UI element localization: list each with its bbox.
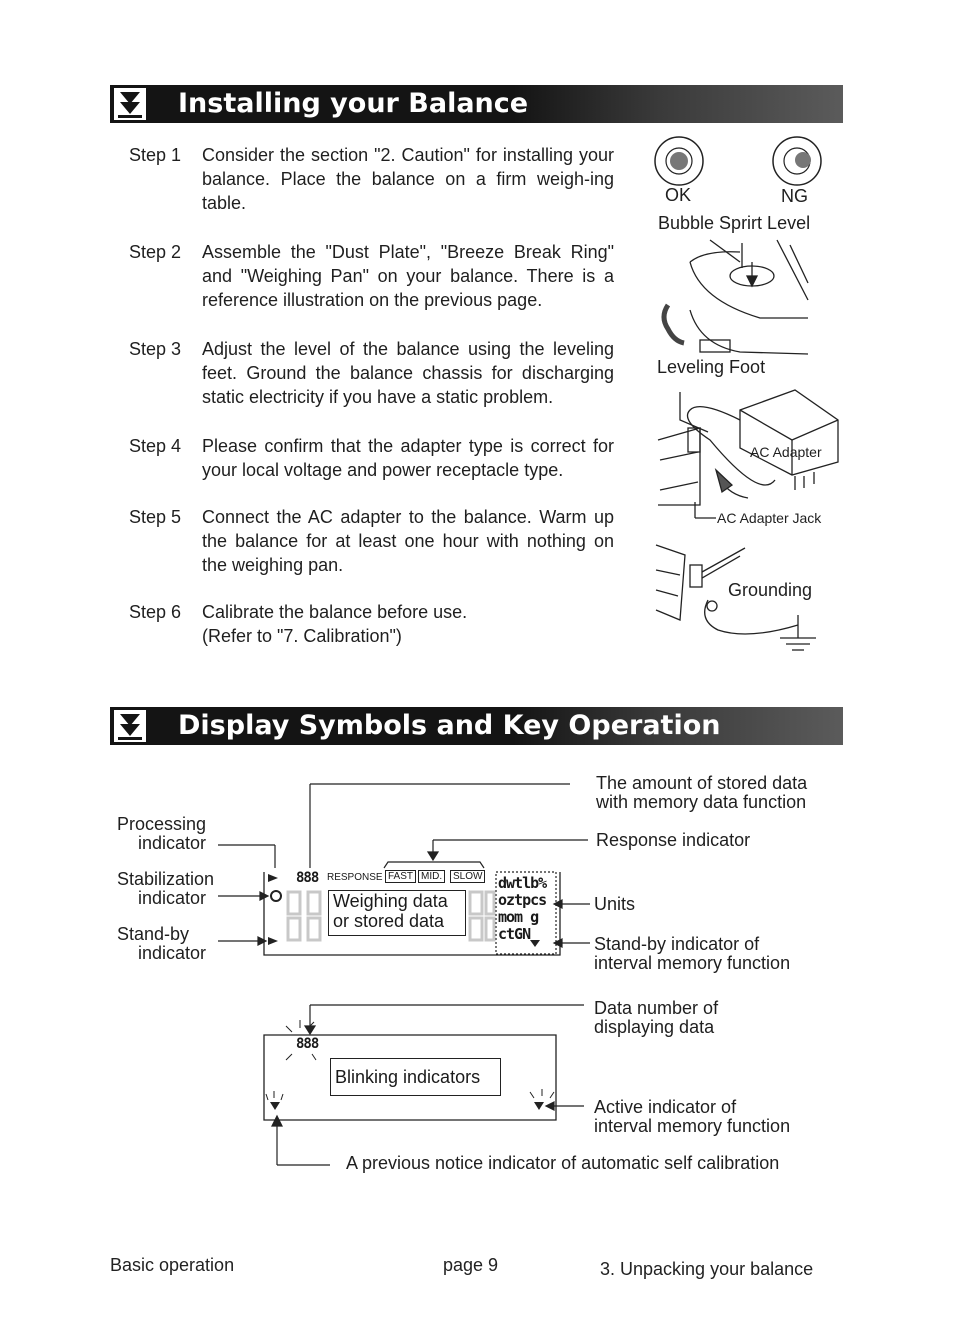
response-indicator-label: Response indicator	[596, 830, 751, 850]
units-block	[498, 875, 554, 943]
standby-interval-label: Stand-by indicator of	[594, 934, 760, 954]
data-number-label-2: displaying data	[594, 1017, 715, 1037]
step-label: Step 6	[129, 602, 182, 622]
step-label: Step 2	[129, 242, 182, 262]
previous-notice-label: A previous notice indicator of automatic self calibration	[346, 1153, 780, 1173]
data-number-label: Data number of	[594, 998, 719, 1018]
bubble-level-label: Bubble Sprirt Level	[658, 213, 811, 233]
section-title: Installing your Balance	[178, 88, 529, 119]
stored-data-label: The amount of stored data	[596, 773, 808, 793]
step-label: Step 1	[129, 145, 182, 165]
ng-label: NG	[781, 186, 808, 206]
stabilization-label-2: indicator	[138, 888, 207, 908]
stabilization-label: Stabilization	[117, 869, 215, 889]
footer-page: page 9	[443, 1255, 499, 1275]
footer-left: Basic operation	[110, 1255, 235, 1275]
weighing-line-2: or stored data	[333, 911, 445, 931]
response-text: RESPONSE	[327, 872, 383, 883]
weighing-line-1: Weighing data	[333, 891, 448, 911]
step-text: Connect the AC adapter to the balance. Warm up the balance for at least one hour with nothing on the weighing pan.	[202, 507, 614, 575]
section-title: Display Symbols and Key Operation	[178, 710, 721, 741]
standby-label: Stand-by	[117, 924, 190, 944]
step-text: Calibrate the balance before use. (Refer to "7. Calibration")	[202, 602, 468, 646]
standby-label-2: indicator	[138, 943, 207, 963]
step-label: Step 5	[129, 507, 182, 527]
stored-data-label-2: with memory data function	[596, 792, 807, 812]
footer-right: 3. Unpacking your balance	[600, 1259, 814, 1279]
blinking-indicators-box	[330, 1058, 501, 1096]
processing-label-2: indicator	[138, 833, 207, 853]
ac-adapter-label: AC Adapter	[750, 444, 822, 460]
step-text: Please confirm that the adapter type is correct for your local voltage and power receptacle type.	[202, 436, 614, 480]
blinking-small-digits: 888	[296, 1036, 319, 1052]
active-interval-label-2: interval memory function	[594, 1116, 791, 1136]
step-text: Adjust the level of the balance using the leveling feet. Ground the balance chassis for discharging static electricity if you have a static problem.	[202, 339, 614, 407]
response-fast: FAST	[385, 870, 416, 883]
step-text: Assemble the "Dust Plate", "Breeze Break Ring" and "Weighing Pan" on your balance. There is a reference illustration on the previous page.	[202, 242, 614, 310]
units-row: oztpcs	[498, 891, 547, 909]
response-slow: SLOW	[450, 870, 485, 883]
units-row: dwtlb%	[498, 874, 547, 892]
response-mid: MID.	[418, 870, 445, 883]
ac-adapter-jack-label: AC Adapter Jack	[717, 510, 822, 526]
leveling-foot-label: Leveling Foot	[657, 357, 766, 377]
active-interval-label: Active indicator of	[594, 1097, 737, 1117]
step-label: Step 4	[129, 436, 182, 456]
processing-label: Processing	[117, 814, 207, 834]
step-label: Step 3	[129, 339, 182, 359]
ok-label: OK	[665, 185, 692, 205]
grounding-label: Grounding	[728, 580, 813, 600]
units-label: Units	[594, 894, 636, 914]
units-row: ctGN	[498, 925, 531, 943]
standby-interval-label-2: interval memory function	[594, 953, 791, 973]
units-row: mom g	[498, 908, 539, 926]
small-digits: 888	[296, 870, 319, 886]
step-text: Consider the section "2. Caution" for installing your balance. Place the balance on a firm weigh-ing table.	[202, 145, 614, 213]
blinking-indicators-label: Blinking indicators	[335, 1067, 481, 1087]
weighing-data-box	[328, 890, 466, 936]
